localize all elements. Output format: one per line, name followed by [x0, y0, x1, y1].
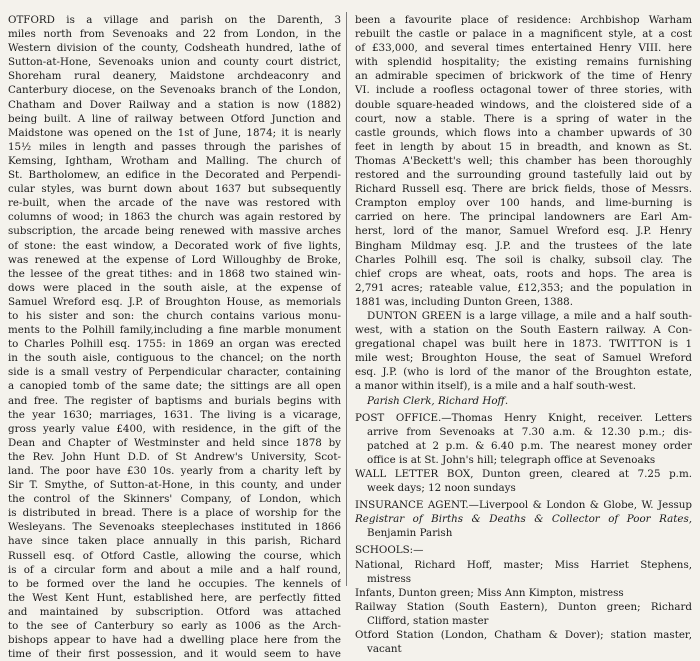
text-line: in the south aisle, contiguous to the chancel; on the north: [8, 352, 341, 365]
text-line: arrive from Sevenoaks at 7.30 a.m. & 12.30 p.m.; dis-: [367, 425, 692, 438]
text-line: double square-headed windows, and the cloistered side of a: [355, 98, 692, 111]
text-line: Bingham Mildmay esq. J.P. and the trustees of the late: [355, 239, 692, 252]
column-divider: [346, 12, 347, 586]
text-line: Canterbury diocese, on the Sevenoaks branch of the London,: [8, 84, 341, 97]
text-line: office is at St. John's hill; telegraph office at Sevenoaks: [367, 453, 656, 466]
text-line: re-built, when the arcade of the nave was restored with: [8, 197, 341, 210]
text-line: VI. include a roofless octagonal tower of three stories, with: [355, 84, 692, 97]
text-line: feet in length by about 15 in breadth, and known as St.: [355, 140, 692, 153]
text-line: herst, lord of the manor, Samuel Wreford esq. J.P. Henry: [355, 225, 692, 238]
text-line: esq. J.P. (who is lord of the manor of the Broughton estate,: [355, 366, 692, 379]
text-line: is of a circular form and about a mile and a half round,: [8, 563, 341, 576]
text-line: was renewed at the expense of Lord Willoughby de Broke,: [8, 253, 341, 266]
insurance-agent-line: INSURANCE AGENT.—Liverpool & London & Globe, W. Jessup: [355, 499, 692, 512]
text-line: patched at 2 p.m. & 6.40 p.m. The nearest money order: [367, 439, 692, 452]
text-line: OTFORD is a village and parish on the Darenth, 3: [8, 14, 341, 26]
text-line: the control of the Skinners' Company, of London, which: [8, 493, 341, 506]
text-line: Thomas A'Beckett's well; this chamber has been thoroughly: [355, 154, 692, 167]
post-office-line: POST OFFICE.—Thomas Henry Knight, receiver. Letters: [355, 411, 692, 424]
text-line: land. The poor have £30 10s. yearly from a charity left by: [8, 465, 341, 477]
schools-heading: SCHOOLS:—: [355, 544, 424, 557]
text-line: Dean and Chapter of Westminster and held since 1878 by: [8, 436, 341, 449]
text-line: Shoreham rural deanery, Maidstone archdeaconry and: [8, 70, 341, 83]
text-line: is distributed in bread. There is a place of worship for the: [8, 507, 341, 520]
text-line: rebuilt the castle or palace in a magnificent style, at a cost: [355, 28, 692, 41]
text-line: and free. The register of baptisms and burials begins with: [8, 394, 341, 407]
left-column: [8, 13, 341, 661]
text-line: Wesleyans. The Sevenoaks steeplechases instituted in 1866: [8, 521, 341, 534]
text-line: chief crops are wheat, oats, roots and hops. The area is: [355, 267, 692, 280]
text-line: of £33,000, and several times entertained Henry VIII. here: [355, 42, 692, 55]
text-line: 1881 was, including Dunton Green, 1388.: [355, 295, 574, 308]
text-line: with splendid hospitality; the existing remains furnishing: [355, 56, 692, 69]
text-line: of stone: the east window, a Decorated work of five lights,: [8, 239, 341, 252]
text-line: to his sister and son: the church contains various monu-: [8, 309, 341, 322]
text-line: mistress: [367, 572, 412, 585]
text-line: to the see of Canterbury so early as 1006 as the Arch-: [8, 620, 341, 633]
text-line: columns of wood; in 1863 the church was again restored by: [8, 211, 341, 224]
text-line: ments to the Polhill family,including a fine marble monument: [8, 324, 341, 337]
text-line: Chatham and Dover Railway and a station is now (1882): [8, 98, 341, 111]
text-line: and maintained by subscription. Otford was attached: [8, 605, 341, 618]
text-line: Charles Polhill esq. The soil is chalky, subsoil clay. The: [355, 253, 692, 266]
text-line: time of their first possession, and it would seem to have: [8, 648, 341, 661]
text-line: the Rev. John Hunt D.D. of St Andrew's University, Scot-: [8, 450, 341, 463]
text-line: Richard Russell esq. There are brick fields, those of Messrs.: [355, 183, 692, 196]
text-line: to Charles Polhill esq. 1755: in 1869 an organ was erected: [8, 338, 341, 351]
text-line: side is a small vestry of Perpendicular character, containing: [8, 366, 341, 379]
text-line: dows were placed in the south aisle, at the expense of: [8, 281, 341, 294]
text-line: DUNTON GREEN is a large village, a mile and a half south-: [367, 309, 692, 322]
text-line: Crampton employ over 100 hands, and lime-burning is: [355, 197, 692, 210]
railway-station-entry: Railway Station (South Eastern), Dunton green; Richard: [355, 600, 692, 613]
school-entry: National, Richard Hoff, master; Miss Harriet Stephens,: [355, 558, 692, 571]
text-line: gregational chapel was built here in 1873. TWITTON is 1: [355, 338, 692, 351]
text-line: cular styles, was burnt down about 1637 but subsequently: [8, 183, 341, 196]
text-line: an admirable specimen of brickwork of the time of Henry: [355, 70, 692, 83]
text-line: being built. A line of railway between Otford Junction and: [8, 112, 341, 125]
text-line: restored and the surrounding ground tastefully laid out by: [355, 169, 692, 182]
right-column: [355, 13, 692, 656]
text-line: 15½ miles in length and passes through the parishes of: [8, 140, 341, 153]
text-line: St. Bartholomew, an edifice in the Decorated and Perpendi-: [8, 169, 341, 182]
text-line: court, now a stable. There is a spring of water in the: [355, 112, 692, 125]
text-line: Maidstone was opened on the 1st of June, 1874; it is nearly: [8, 126, 341, 139]
text-line: a canopied tomb of the same date; the sittings are all open: [8, 380, 341, 393]
text-line: gross yearly value £400, with residence, in the gift of the: [8, 422, 341, 435]
text-line: Samuel Wreford esq. J.P. of Broughton House, as memorials: [8, 295, 341, 308]
text-line: the lessee of the great tithes: and in 1868 two stained win-: [8, 267, 341, 280]
text-line: vacant: [367, 643, 402, 656]
text-line: the year 1630; marriages, 1631. The living is a vicarage,: [8, 408, 341, 421]
text-line: Russell esq. of Otford Castle, allowing the course, which: [8, 549, 341, 562]
text-line: Clifford, station master: [367, 614, 489, 627]
text-line: to be formed over the land he occupies. The kennels of: [8, 577, 341, 590]
text-line: carried on here. The principal landowners are Earl Am-: [355, 211, 692, 224]
wall-letter-box-line: WALL LETTER BOX, Dunton green, cleared at 7.25 p.m.: [355, 468, 692, 480]
text-line: castle grounds, which flows into a chamber upwards of 30: [355, 126, 692, 139]
text-line: Benjamin Parish: [367, 527, 453, 540]
text-line: Western division of the county, Codsheath hundred, lathe of: [8, 42, 341, 55]
text-line: bishops appear to have had a dwelling place here from the: [8, 634, 341, 647]
registrar-line: Registrar of Births & Deaths & Collector of Poor Rates,: [355, 513, 692, 526]
school-entry: Infants, Dunton green; Miss Ann Kimpton, mistress: [355, 586, 624, 599]
text-line: been a favourite place of residence: Archbishop Warham: [355, 14, 692, 26]
text-line: miles north from Sevenoaks and 22 from London, in the: [8, 28, 341, 41]
otford-station-entry: Otford Station (London, Chatham & Dover); station master,: [355, 629, 692, 642]
text-line: week days; 12 noon sundays: [367, 482, 516, 495]
text-line: have since taken place annually in this parish, Richard: [8, 535, 341, 548]
text-line: Sir T. Smythe, of Sutton-at-Hone, in this county, and under: [8, 479, 341, 492]
text-line: Sutton-at-Hone, Sevenoaks union and county court district,: [8, 56, 341, 69]
text-line: 2,791 acres; rateable value, £12,353; and the population in: [355, 281, 692, 294]
text-line: the West Kent Hunt, established here, are perfectly fitted: [8, 591, 341, 604]
parish-clerk: Parish Clerk, Richard Hoff.: [367, 394, 509, 407]
text-line: mile west; Broughton House, the seat of Samuel Wreford: [355, 352, 692, 365]
text-line: subscription, the arcade being renewed with massive arches: [8, 225, 341, 238]
text-line: west, with a station on the South Eastern railway. A Con-: [355, 324, 692, 337]
text-line: a manor within itself), is a mile and a half south-west.: [355, 380, 637, 393]
text-line: Kemsing, Ightham, Wrotham and Malling. The church of: [8, 154, 341, 167]
